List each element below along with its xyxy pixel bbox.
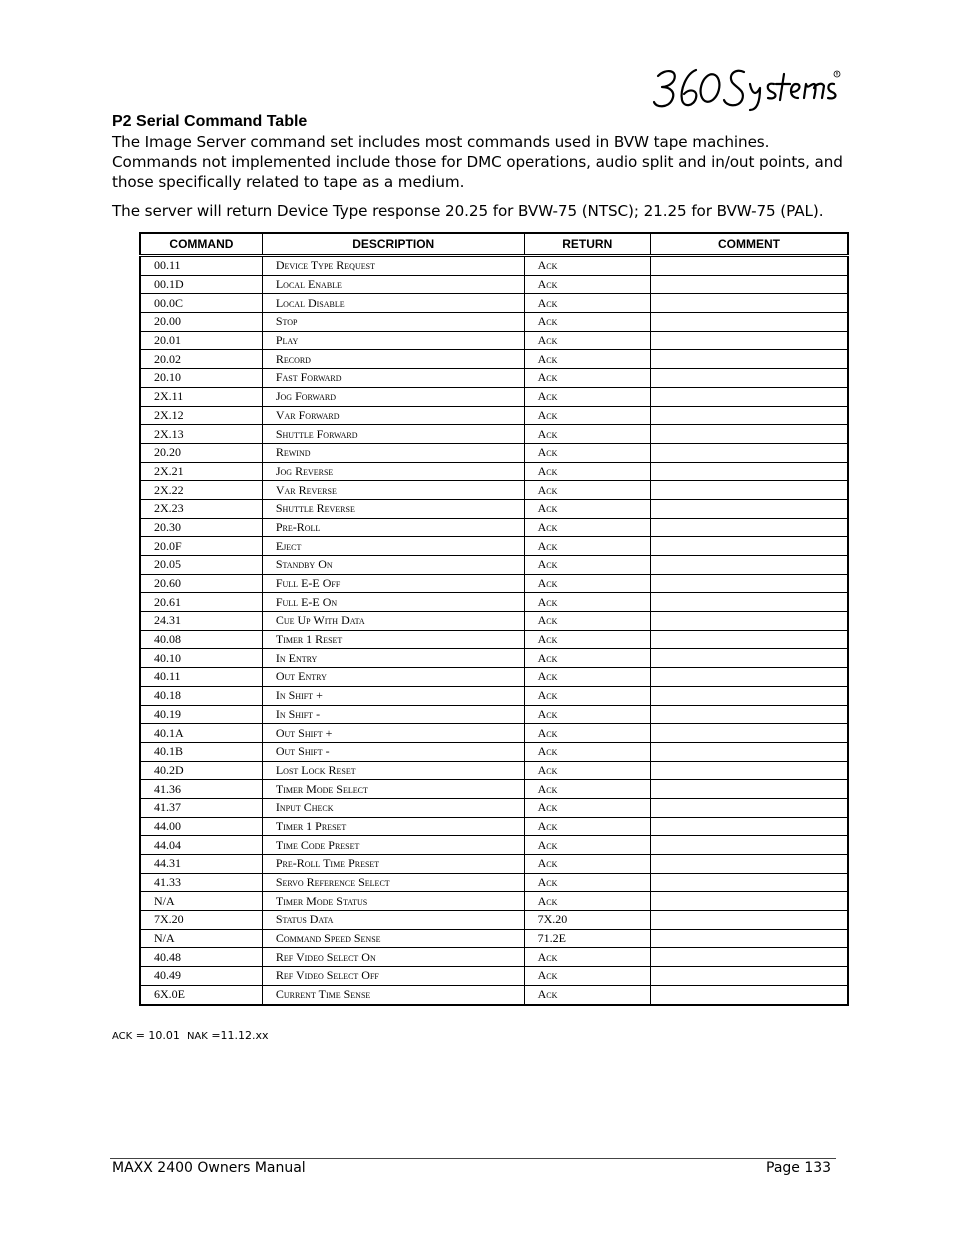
cell-description: Var Reverse — [262, 481, 524, 500]
table-row — [140, 630, 848, 649]
cell-return: Ack — [524, 537, 650, 556]
cell-description: Timer Mode Status — [262, 892, 524, 911]
cell-command: 40.11 — [140, 668, 262, 687]
header-return: RETURN — [524, 233, 650, 256]
cell-command: 24.31 — [140, 612, 262, 631]
header-comment: COMMENT — [650, 233, 848, 256]
cell-return: Ack — [524, 686, 650, 705]
cell-command: 20.00 — [140, 313, 262, 332]
ack-label: ACK — [112, 1031, 133, 1042]
cell-command: 6X.0E — [140, 985, 262, 1004]
cell-return: Ack — [524, 985, 650, 1004]
cell-comment — [650, 518, 848, 537]
cell-comment — [650, 593, 848, 612]
cell-description: Play — [262, 331, 524, 350]
cell-comment — [650, 630, 848, 649]
section-title: P2 Serial Command Table — [112, 113, 308, 130]
cell-command: N/A — [140, 892, 262, 911]
cell-command: 2X.22 — [140, 481, 262, 500]
cell-return: Ack — [524, 798, 650, 817]
table-row — [140, 593, 848, 612]
cell-command: 20.10 — [140, 369, 262, 388]
cell-comment — [650, 911, 848, 930]
cell-command: 41.37 — [140, 798, 262, 817]
table-row — [140, 948, 848, 967]
cell-comment — [650, 948, 848, 967]
cell-command: 7X.20 — [140, 911, 262, 930]
footer-manual-title: MAXX 2400 Owners Manual — [112, 1160, 306, 1176]
cell-command: 2X.12 — [140, 406, 262, 425]
table-row — [140, 556, 848, 575]
cell-comment — [650, 350, 848, 369]
cell-command: 41.36 — [140, 780, 262, 799]
cell-description: Servo Reference Select — [262, 873, 524, 892]
cell-command: 40.1B — [140, 742, 262, 761]
ack-value: = 10.01 — [135, 1029, 180, 1042]
cell-command: 20.0F — [140, 537, 262, 556]
table-row — [140, 612, 848, 631]
table-row — [140, 742, 848, 761]
cell-description: Timer 1 Preset — [262, 817, 524, 836]
cell-comment — [650, 780, 848, 799]
cell-description: Command Speed Sense — [262, 929, 524, 948]
cell-return: Ack — [524, 331, 650, 350]
table-row — [140, 369, 848, 388]
nak-label: NAK — [186, 1031, 208, 1042]
cell-comment — [650, 256, 848, 276]
table-row — [140, 780, 848, 799]
cell-return: Ack — [524, 817, 650, 836]
cell-return: Ack — [524, 855, 650, 874]
cell-return: Ack — [524, 948, 650, 967]
cell-return: Ack — [524, 724, 650, 743]
table-row — [140, 649, 848, 668]
cell-description: Standby On — [262, 556, 524, 575]
cell-command: 40.10 — [140, 649, 262, 668]
table-row — [140, 518, 848, 537]
cell-comment — [650, 967, 848, 986]
cell-description: Time Code Preset — [262, 836, 524, 855]
cell-description: Local Disable — [262, 294, 524, 313]
cell-command: 40.18 — [140, 686, 262, 705]
footnote — [112, 1029, 269, 1042]
cell-command: 00.1D — [140, 275, 262, 294]
cell-description: Record — [262, 350, 524, 369]
cell-comment — [650, 462, 848, 481]
cell-description: Status Data — [262, 911, 524, 930]
cell-return: Ack — [524, 873, 650, 892]
cell-comment — [650, 892, 848, 911]
cell-comment — [650, 873, 848, 892]
cell-return: Ack — [524, 443, 650, 462]
cell-description: Cue Up With Data — [262, 612, 524, 631]
cell-description: Timer 1 Reset — [262, 630, 524, 649]
svg-text:R: R — [835, 71, 839, 77]
cell-return: Ack — [524, 556, 650, 575]
cell-command: 44.00 — [140, 817, 262, 836]
cell-comment — [650, 331, 848, 350]
cell-command: 20.02 — [140, 350, 262, 369]
cell-return: Ack — [524, 574, 650, 593]
cell-comment — [650, 425, 848, 444]
footer-rule — [110, 1158, 836, 1159]
cell-comment — [650, 387, 848, 406]
cell-return: Ack — [524, 630, 650, 649]
cell-comment — [650, 369, 848, 388]
table-row — [140, 911, 848, 930]
cell-description: In Shift - — [262, 705, 524, 724]
cell-command: 2X.11 — [140, 387, 262, 406]
cell-comment — [650, 537, 848, 556]
cell-return: Ack — [524, 967, 650, 986]
cell-description: Full E-E Off — [262, 574, 524, 593]
cell-return: Ack — [524, 518, 650, 537]
table-row — [140, 873, 848, 892]
cell-comment — [650, 406, 848, 425]
cell-description: Stop — [262, 313, 524, 332]
table-row — [140, 724, 848, 743]
cell-description: Out Entry — [262, 668, 524, 687]
cell-command: 20.01 — [140, 331, 262, 350]
cell-comment — [650, 686, 848, 705]
cell-comment — [650, 556, 848, 575]
cell-command: 40.1A — [140, 724, 262, 743]
cell-command: 2X.23 — [140, 499, 262, 518]
cell-comment — [650, 612, 848, 631]
cell-comment — [650, 929, 848, 948]
cell-comment — [650, 481, 848, 500]
cell-comment — [650, 817, 848, 836]
table-row — [140, 406, 848, 425]
cell-comment — [650, 649, 848, 668]
table-row — [140, 892, 848, 911]
table-row — [140, 481, 848, 500]
cell-return: 7X.20 — [524, 911, 650, 930]
cell-description: Input Check — [262, 798, 524, 817]
cell-comment — [650, 443, 848, 462]
cell-command: 00.11 — [154, 258, 181, 273]
table-row — [140, 313, 848, 332]
cell-return: Ack — [524, 892, 650, 911]
cell-command: 2X.13 — [140, 425, 262, 444]
cell-return: Ack — [524, 668, 650, 687]
cell-return: Ack — [524, 649, 650, 668]
cell-comment — [650, 836, 848, 855]
cell-return: Ack — [524, 761, 650, 780]
table-row — [140, 294, 848, 313]
command-table — [139, 232, 849, 1006]
cell-description: Jog Reverse — [262, 462, 524, 481]
cell-comment — [650, 705, 848, 724]
cell-comment — [650, 275, 848, 294]
table-row — [140, 425, 848, 444]
table-header-row — [140, 233, 848, 256]
cell-comment — [650, 761, 848, 780]
table-row — [140, 668, 848, 687]
table-row — [140, 985, 848, 1004]
cell-return: Ack — [524, 275, 650, 294]
table-row — [140, 443, 848, 462]
cell-description: Ref Video Select Off — [262, 967, 524, 986]
cell-description: Device Type Request — [262, 256, 524, 276]
cell-description: In Shift + — [262, 686, 524, 705]
cell-command: 40.2D — [140, 761, 262, 780]
cell-return: Ack — [524, 780, 650, 799]
cell-description: Jog Forward — [262, 387, 524, 406]
cell-description: Full E-E On — [262, 593, 524, 612]
cell-command: 2X.21 — [140, 462, 262, 481]
cell-command: 40.08 — [140, 630, 262, 649]
cell-description: Shuttle Forward — [262, 425, 524, 444]
cell-description: Out Shift + — [262, 724, 524, 743]
company-logo — [652, 60, 842, 112]
cell-return: Ack — [524, 369, 650, 388]
cell-command: 44.04 — [140, 836, 262, 855]
cell-return: 71.2E — [524, 929, 650, 948]
cell-comment — [650, 574, 848, 593]
cell-comment — [650, 985, 848, 1004]
table-row — [140, 256, 848, 276]
intro-paragraph: The Image Server command set includes most commands used in BVW tape machines. Commands not implemented include those for DMC operations, audio split and in/out points, and those specifically related to tape as a medium. — [112, 133, 843, 191]
cell-return: Ack — [524, 294, 650, 313]
table-row — [140, 967, 848, 986]
cell-description: Rewind — [262, 443, 524, 462]
cell-command: 40.48 — [140, 948, 262, 967]
cell-comment — [650, 742, 848, 761]
cell-return: Ack — [524, 481, 650, 500]
device-type-paragraph: The server will return Device Type response 20.25 for BVW-75 (NTSC); 21.25 for BVW-75 (PAL). — [112, 202, 824, 220]
cell-description: In Entry — [262, 649, 524, 668]
cell-return: Ack — [524, 705, 650, 724]
cell-command: 20.60 — [140, 574, 262, 593]
cell-return: Ack — [524, 612, 650, 631]
cell-return: Ack — [524, 425, 650, 444]
table-row — [140, 836, 848, 855]
cell-command: 44.31 — [140, 855, 262, 874]
cell-return: Ack — [524, 499, 650, 518]
cell-description: Pre-Roll — [262, 518, 524, 537]
table-row — [140, 761, 848, 780]
cell-command: 20.30 — [140, 518, 262, 537]
cell-command: 41.33 — [140, 873, 262, 892]
header-command: COMMAND — [140, 233, 262, 256]
cell-command: 20.05 — [140, 556, 262, 575]
cell-return: Ack — [524, 406, 650, 425]
table-row — [140, 331, 848, 350]
cell-command: 40.49 — [140, 967, 262, 986]
cell-comment — [650, 313, 848, 332]
cell-return: Ack — [524, 387, 650, 406]
cell-comment — [650, 499, 848, 518]
cell-comment — [650, 668, 848, 687]
cell-comment — [650, 798, 848, 817]
cell-description: Pre-Roll Time Preset — [262, 855, 524, 874]
table-row — [140, 275, 848, 294]
cell-return: Ack — [524, 313, 650, 332]
cell-comment — [650, 724, 848, 743]
cell-return: Ack — [524, 742, 650, 761]
cell-command: 20.61 — [140, 593, 262, 612]
table-row — [140, 574, 848, 593]
cell-description: Eject — [262, 537, 524, 556]
cell-description: Fast Forward — [262, 369, 524, 388]
header-description: DESCRIPTION — [262, 233, 524, 256]
cell-description: Current Time Sense — [262, 985, 524, 1004]
cell-description: Ref Video Select On — [262, 948, 524, 967]
table-body — [140, 256, 848, 1005]
table-row — [140, 817, 848, 836]
table-row — [140, 499, 848, 518]
cell-command: 20.20 — [140, 443, 262, 462]
cell-return: Ack — [524, 256, 650, 276]
cell-comment — [650, 855, 848, 874]
cell-description: Var Forward — [262, 406, 524, 425]
cell-command: 00.0C — [140, 294, 262, 313]
cell-description: Lost Lock Reset — [262, 761, 524, 780]
cell-description: Shuttle Reverse — [262, 499, 524, 518]
table-row — [140, 855, 848, 874]
table-row — [140, 798, 848, 817]
cell-description: Timer Mode Select — [262, 780, 524, 799]
cell-return: Ack — [524, 593, 650, 612]
table-row — [140, 350, 848, 369]
cell-description: Out Shift - — [262, 742, 524, 761]
cell-comment — [650, 294, 848, 313]
table-row — [140, 537, 848, 556]
table-row — [140, 686, 848, 705]
cell-return: Ack — [524, 836, 650, 855]
cell-return: Ack — [524, 462, 650, 481]
cell-description: Local Enable — [262, 275, 524, 294]
table-row — [140, 387, 848, 406]
footer-page-number: Page 133 — [766, 1160, 832, 1176]
table-row — [140, 462, 848, 481]
table-row — [140, 705, 848, 724]
table-row — [140, 929, 848, 948]
cell-command: N/A — [140, 929, 262, 948]
cell-return: Ack — [524, 350, 650, 369]
cell-command: 40.19 — [140, 705, 262, 724]
nak-value: =11.12.xx — [211, 1029, 269, 1042]
